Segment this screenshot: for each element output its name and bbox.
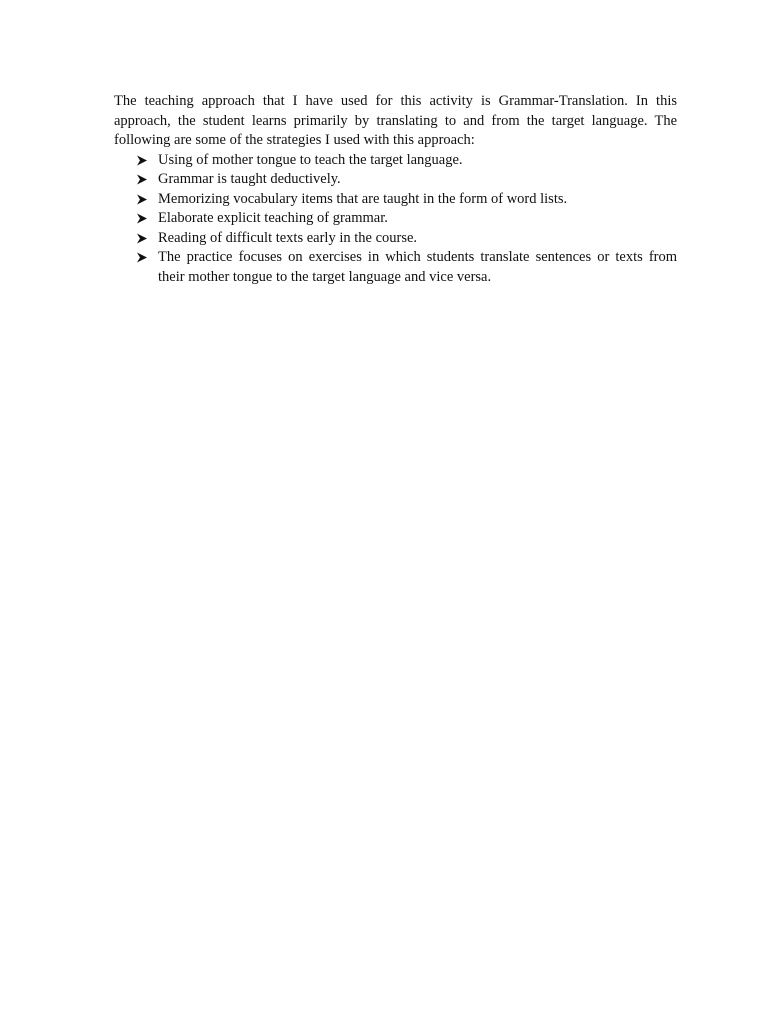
arrowhead-bullet-icon (136, 209, 150, 228)
list-item (158, 209, 677, 229)
strategy-list (114, 151, 677, 288)
arrowhead-bullet-icon (136, 170, 150, 189)
list-item-text: Reading of difficult texts early in the course. (158, 229, 418, 246)
arrowhead-bullet-icon (136, 229, 150, 248)
list-item (158, 170, 677, 190)
arrowhead-bullet-icon (136, 248, 150, 267)
list-item-text: Using of mother tongue to teach the target language. (158, 151, 463, 168)
arrowhead-bullet-icon (136, 190, 150, 209)
list-item-text: Elaborate explicit teaching of grammar. (158, 210, 388, 226)
list-item (158, 190, 677, 210)
document-body (114, 92, 677, 287)
arrowhead-bullet-icon (136, 151, 150, 170)
list-item (158, 248, 677, 287)
intro-paragraph: The teaching approach that I have used for this activity is Grammar-Translation. In this approach, the student learns primarily by translating to and from the target language. The following are some of the strategies I used with this approach: (114, 93, 677, 148)
list-item-text: The practice focuses on exercises in which students translate sentences or texts from their mother tongue to the target language and vice versa. (158, 249, 677, 285)
list-item (158, 151, 677, 171)
list-item (158, 229, 677, 249)
list-item-text: Grammar is taught deductively. (158, 171, 341, 187)
list-item-text: Memorizing vocabulary items that are taught in the form of word lists. (158, 190, 568, 207)
